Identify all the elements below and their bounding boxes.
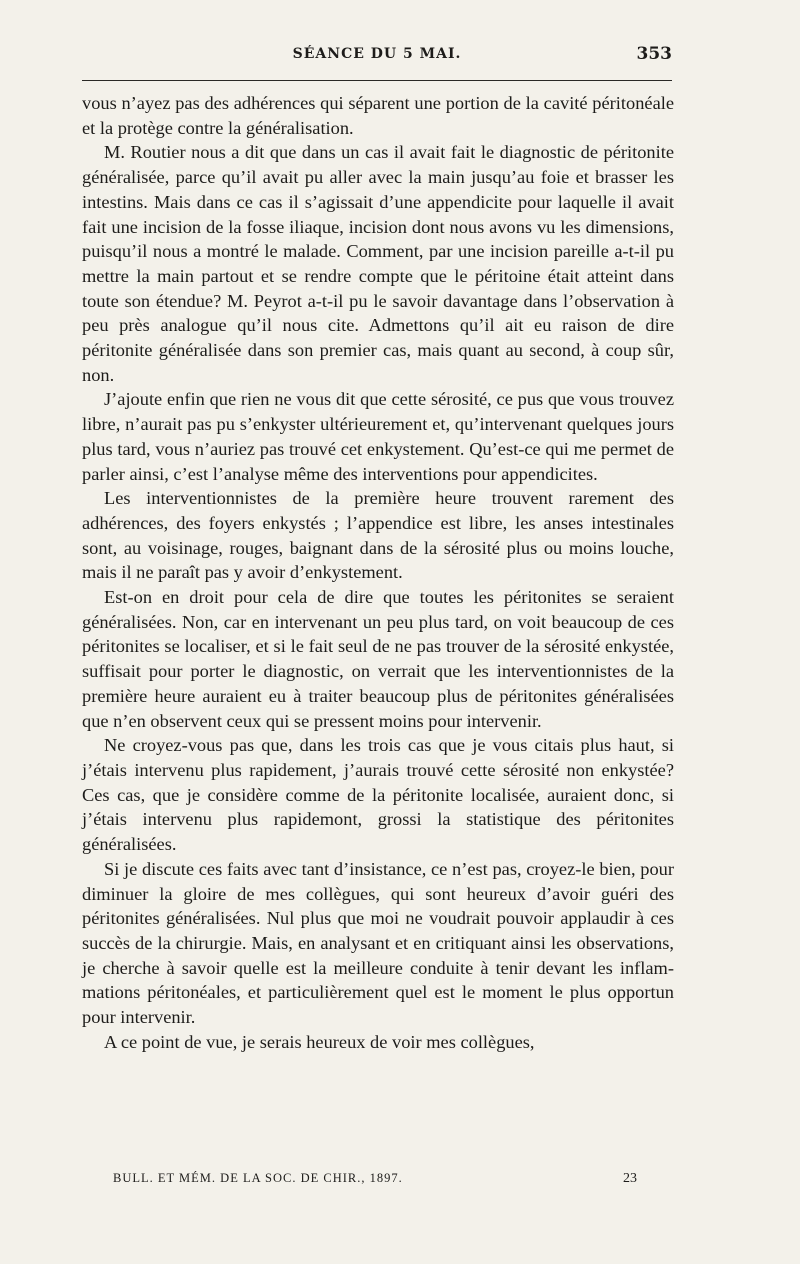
running-head [82,46,672,68]
paragraph: Est-on en droit pour cela de dire que toutes les péritonites se seraient généralisées. Non, car en intervenant un peu plus tard, on voit beaucoup de ces péritonites se localiser, et si le fait seul de ne pas trouver de la sérosité enkystée, suffisait pour porter le diagnostic, on verrait que les interventionnistes de la première heure auraient eu à traiter beaucoup plus de péritonites généralisées que n’en observent ceux qui se pressent moins pour intervenir. [82,587,674,731]
header-rule [82,80,672,81]
paragraph: M. Routier nous a dit que dans un cas il avait fait le diagnostic de péritonite généralisée, parce qu’il avait pu aller avec la main jusqu’au foie et brasser les intestins. Mais dans ce cas il s’agissait d’une appendicite pour laquelle il avait fait une incision de la fosse iliaque, incision dont nous avons vu les dimensions, puisqu’il nous a montré le malade. Comment, par une incision pareille a-t-il pu mettre la main partout et se rendre compte que le péritoine était atteint dans toute son étendue? M. Peyrot a-t-il pu le savoir davantage dans l’observation à peu près analogue qu’il nous cite. Admettons qu’il ait eu raison de dire péritonite généralisée dans son premier cas, mais quant au second, à coup sûr, non. [82,142,674,385]
page-footer [113,1171,637,1191]
running-head-title: SÉANCE DU 5 MAI. [292,46,462,62]
paragraph: Si je discute ces faits avec tant d’insistance, ce n’est pas, croyez-le bien, pour diminuer la gloire de mes collègues, qui sont heureux d’avoir guéri des péritonites généralisées. Nul plus que moi ne voudrait pouvoir applaudir à ces succès de la chirurgie. Mais, en analysant et en critiquant ainsi les observations, je cherche à savoir quelle est la meilleure conduite à tenir devant les inflammations péritonéales, et particulièrement quel est le moment le plus opportun pour intervenir. [82,858,674,1028]
paragraph: vous n’ayez pas des adhérences qui séparent une portion de la cavité péritonéale et la protège contre la généralisation. [82,93,674,138]
paragraph: Les interventionnistes de la première heure trouvent rarement des adhérences, des foyers enkystés ; l’appendice est libre, les anses intestinales sont, au voisinage, rouges, baignant dans de la sérosité plus ou moins louche, mais il ne paraît pas y avoir d’enkystement. [82,488,674,583]
signature-line: BULL. ET MÉM. DE LA SOC. DE CHIR., 1897. [113,1171,403,1185]
paragraph: J’ajoute enfin que rien ne vous dit que cette sérosité, ce pus que vous trouvez libre, n’aurait pas pu s’enkyster ultérieurement et, qu’intervenant quelques jours plus tard, vous n’auriez pas trouvé cet enkystement. Qu’est-ce qui me permet de parler ainsi, c’est l’analyse même des interventions pour appendicites. [82,389,674,484]
paragraph: Ne croyez-vous pas que, dans les trois cas que je vous citais plus haut, si j’étais intervenu plus rapidement, j’aurais trouvé cette sérosité non enkystée? Ces cas, que je considère comme de la péritonite localisée, auraient donc, si j’étais intervenu plus rapidemont, grossi la statistique des péritonites généralisées. [82,735,674,855]
paragraph: A ce point de vue, je serais heureux de voir mes collègues, [104,1031,535,1052]
page-number: 353 [636,44,672,64]
body-text [82,91,674,1054]
signature-number: 23 [623,1171,637,1186]
